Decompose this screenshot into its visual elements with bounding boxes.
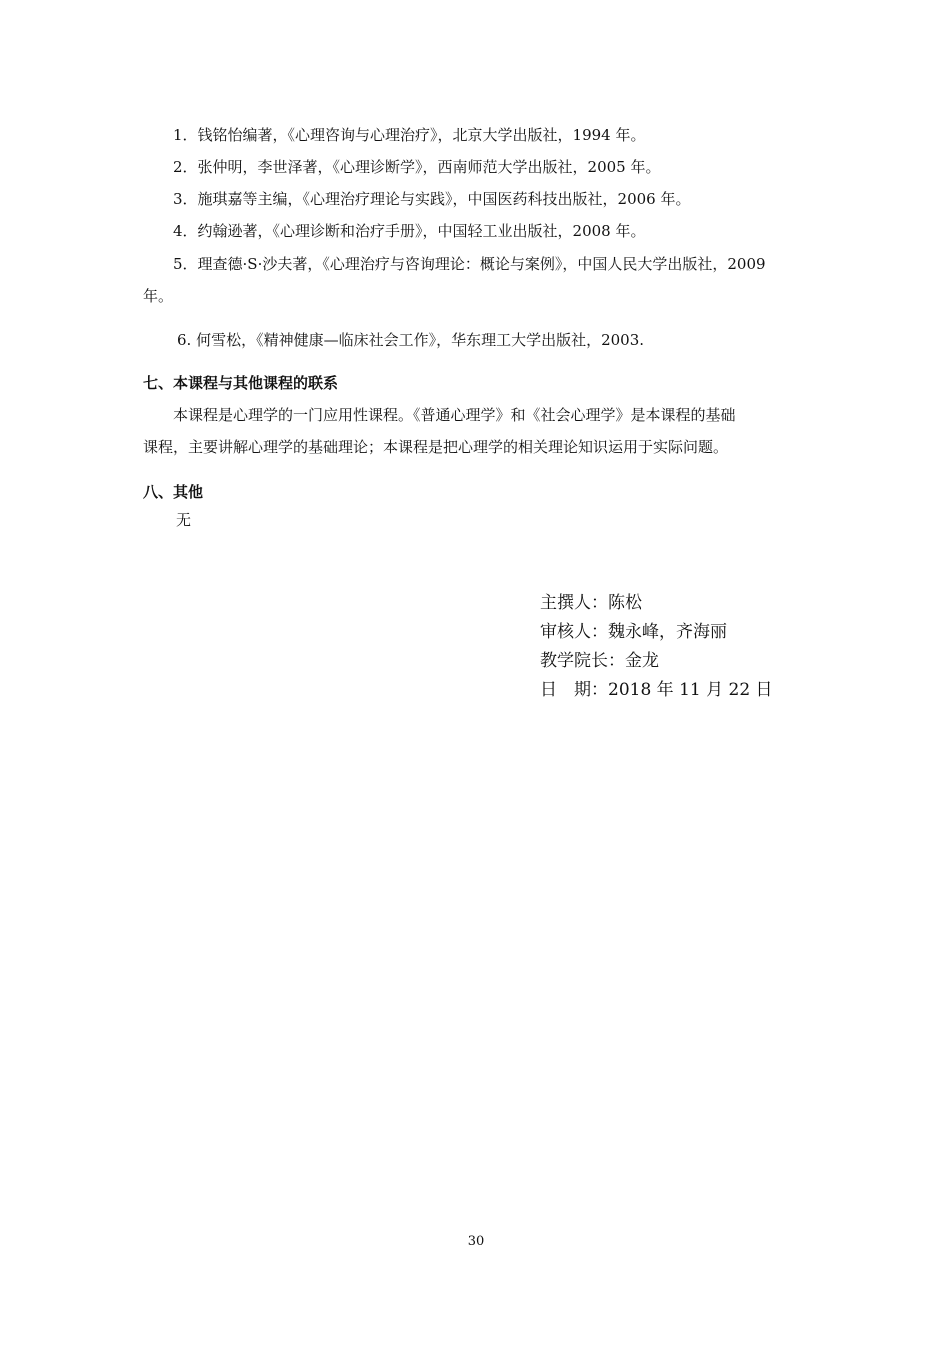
section-7-paragraph-line-1: 本课程是心理学的一门应用性课程。《普通心理学》和《社会心理学》是本课程的基础 — [173, 406, 736, 424]
reference-item-1: 1．钱铭怡编著，《心理咨询与心理治疗》，北京大学出版社，1994 年。 — [173, 126, 646, 144]
reference-item-5-continued: 年。 — [143, 287, 174, 305]
section-7-paragraph-line-2: 课程，主要讲解心理学的基础理论；本课程是把心理学的相关理论知识运用于实际问题。 — [143, 438, 729, 456]
reference-item-4: 4．约翰逊著，《心理诊断和治疗手册》，中国轻工业出版社，2008 年。 — [173, 222, 646, 240]
reference-item-6: 6. 何雪松，《精神健康—临床社会工作》，华东理工大学出版社，2003. — [177, 331, 645, 349]
reference-item-3: 3．施琪嘉等主编，《心理治疗理论与实践》，中国医药科技出版社，2006 年。 — [173, 190, 691, 208]
section-7-heading: 七、本课程与其他课程的联系 — [143, 374, 339, 392]
signature-dean: 教学院长：金龙 — [540, 651, 659, 671]
section-8-heading: 八、其他 — [143, 483, 204, 501]
signature-reviewers: 审核人：魏永峰，齐海丽 — [540, 622, 727, 642]
reference-item-5: 5．理查德·S·沙夫著，《心理治疗与咨询理论：概论与案例》，中国人民大学出版社，2009 — [173, 255, 766, 273]
section-8-body: 无 — [176, 511, 192, 529]
signature-author: 主撰人：陈松 — [540, 593, 642, 613]
reference-item-2: 2．张仲明，李世泽著，《心理诊断学》，西南师范大学出版社，2005 年。 — [173, 158, 661, 176]
page-number: 30 — [467, 1234, 485, 1249]
signature-date: 日 期：2018 年 11 月 22 日 — [540, 680, 773, 700]
